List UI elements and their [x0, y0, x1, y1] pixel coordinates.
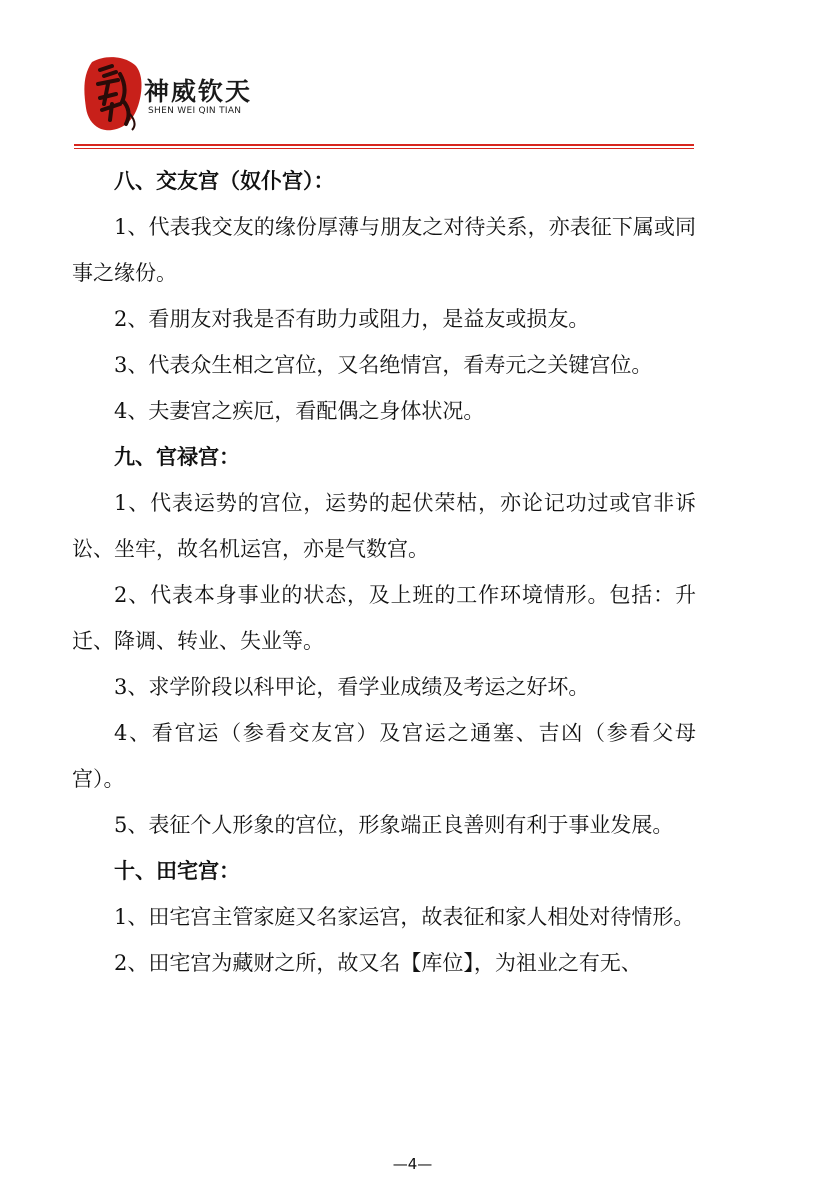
list-item: 1、田宅宫主管家庭又名家运宫，故表征和家人相处对待情形。	[114, 905, 695, 929]
list-item: 4、看官运（参看交友宫）及宫运之通塞、吉凶（参看父母宫）。	[72, 721, 696, 791]
section-heading: 八、交友宫（奴仆宫）：	[114, 169, 335, 193]
section-heading: 十、田宅宫：	[114, 859, 240, 883]
page-header	[74, 52, 694, 148]
header-rule-thin	[74, 148, 694, 149]
list-item: 1、代表运势的宫位，运势的起伏荣枯，亦论记功过或官非诉讼、坐牢，故名机运宫，亦是气数宫。	[72, 491, 696, 561]
red-seal-logo-icon	[82, 54, 144, 132]
page-number: —4—	[392, 1155, 433, 1173]
brand-name-en: SHEN WEI QIN TIAN	[148, 106, 242, 116]
document-body	[72, 158, 696, 986]
list-item: 1、代表我交友的缘份厚薄与朋友之对待关系，亦表征下属或同事之缘份。	[72, 215, 696, 285]
list-item: 2、看朋友对我是否有助力或阻力，是益友或损友。	[114, 307, 590, 331]
list-item: 3、求学阶段以科甲论，看学业成绩及考运之好坏。	[114, 675, 590, 699]
list-item: 3、代表众生相之宫位，又名绝情宫，看寿元之关键宫位。	[114, 353, 653, 377]
brand-name-cn: 神威钦天	[144, 77, 253, 106]
logo	[82, 54, 282, 134]
header-rule-thick	[74, 144, 694, 146]
section-heading: 九、官禄宫：	[114, 445, 240, 469]
list-item: 2、代表本身事业的状态，及上班的工作环境情形。包括：升迁、降调、转业、失业等。	[72, 583, 696, 653]
list-item: 4、夫妻宫之疾厄，看配偶之身体状况。	[114, 399, 485, 423]
list-item: 2、田宅宫为藏财之所，故又名【库位】，为祖业之有无、	[114, 951, 642, 975]
list-item: 5、表征个人形象的宫位，形象端正良善则有利于事业发展。	[114, 813, 674, 837]
